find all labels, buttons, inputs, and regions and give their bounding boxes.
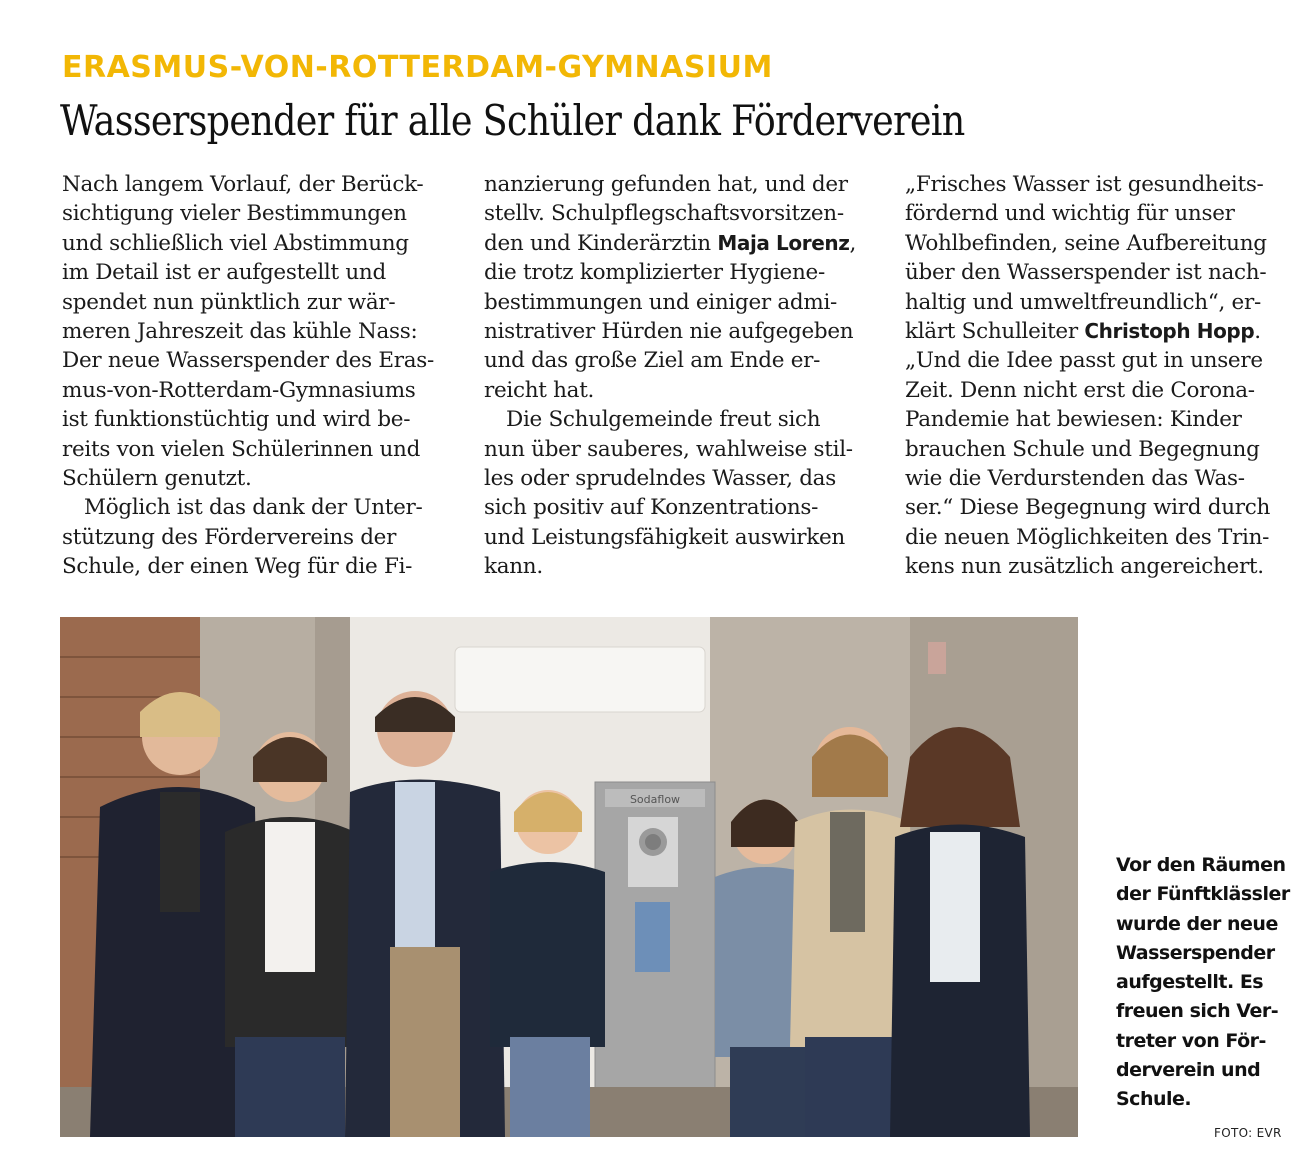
article-line: „Frisches Wasser ist gesundheits- <box>905 172 1264 197</box>
article-line: meren Jahreszeit das kühle Nass: <box>62 318 418 344</box>
article-line: spendet nun pünktlich zur wär- <box>62 289 396 315</box>
article-line: reits von vielen Schülerinnen und <box>62 436 421 462</box>
article-line: Schülern genutzt. <box>62 465 252 491</box>
article-line: über den Wasserspender ist nach- <box>905 260 1267 286</box>
article-line: im Detail ist er aufgestellt und <box>62 260 386 286</box>
article-line: stellv. Schulpflegschaftsvorsitzen- <box>484 201 844 227</box>
article-headline: Wasserspender für alle Schüler dank Förderverein <box>60 96 965 145</box>
article-line: die trotz komplizierter Hygiene- <box>484 260 825 286</box>
caption-line: wurde der neue <box>1116 912 1278 935</box>
person-name: Christoph Hopp <box>1084 318 1255 343</box>
article-line: haltig und umweltfreundlich“, er- <box>905 289 1261 315</box>
article-line: fördernd und wichtig für unser <box>905 201 1235 227</box>
article-line: wie die Verdurstenden das Was- <box>905 465 1245 491</box>
article-line: Die Schulgemeinde freut sich <box>506 407 821 433</box>
article-line: nun über sauberes, wahlweise stil- <box>484 436 853 462</box>
article-line: nanzierung gefunden hat, und der <box>484 172 848 197</box>
caption-line: aufgestellt. Es <box>1116 971 1264 994</box>
article-line: stützung des Fördervereins der <box>62 524 397 550</box>
article-line: sich positiv auf Konzentrations- <box>484 495 819 521</box>
person-7 <box>890 727 1030 1137</box>
article-line: und Leistungsfähigkeit auswirken <box>484 524 845 550</box>
article-line: mus-von-Rotterdam-Gymnasiums <box>62 377 416 403</box>
article-line: „Und die Idee passt gut in unsere <box>905 348 1263 374</box>
article-line: Der neue Wasserspender des Eras- <box>62 348 434 374</box>
article-line: Schule, der einen Weg für die Fi- <box>62 554 413 580</box>
article-line: Pandemie hat bewiesen: Kinder <box>905 407 1242 433</box>
article-line: und schließlich viel Abstimmung <box>62 230 409 256</box>
group-photo-illustration <box>60 617 1078 1137</box>
article-line: Wohlbefinden, seine Aufbereitung <box>905 230 1267 256</box>
article-column-1 <box>62 170 447 581</box>
photo-credit: FOTO: EVR <box>1214 1126 1282 1140</box>
article-line: Möglich ist das dank der Unter- <box>84 495 423 521</box>
caption-line: derverein und <box>1116 1059 1261 1082</box>
caption-line: Wasserspender <box>1116 941 1275 964</box>
dispenser-label: Sodaflow <box>629 793 681 806</box>
caption-line: Vor den Räumen <box>1116 854 1286 876</box>
article-line: und das große Ziel am Ende er- <box>484 348 821 374</box>
article-line: ser.“ Diese Begegnung wird durch <box>905 495 1271 521</box>
article-line: Nach langem Vorlauf, der Berück- <box>62 172 424 197</box>
article-line: sichtigung vieler Bestimmungen <box>62 201 407 227</box>
person-name: Maja Lorenz <box>717 230 850 255</box>
article-line: brauchen Schule und Begegnung <box>905 436 1260 462</box>
article-line: nistrativer Hürden nie aufgegeben <box>484 318 854 344</box>
caption-line: der Fünftklässler <box>1116 883 1290 906</box>
section-kicker: ERASMUS-VON-ROTTERDAM-GYMNASIUM <box>62 50 773 85</box>
article-photo <box>60 617 1078 1137</box>
article-line: Zeit. Denn nicht erst die Corona- <box>905 377 1255 403</box>
article-line: kann. <box>484 554 543 580</box>
article-line: klärt Schulleiter Christoph Hopp. <box>905 318 1261 344</box>
article-line: kens nun zusätzlich angereichert. <box>905 554 1264 580</box>
article-line: die neuen Möglichkeiten des Trin- <box>905 524 1270 550</box>
photo-caption <box>1116 851 1306 1115</box>
caption-line: freuen sich Ver- <box>1116 1000 1279 1023</box>
article-line: bestimmungen und einiger admi- <box>484 289 837 315</box>
article-line: ist funktionstüchtig und wird be- <box>62 407 411 433</box>
caption-line: Schule. <box>1116 1088 1192 1111</box>
article-line: den und Kinderärztin Maja Lorenz, <box>484 230 856 256</box>
article-column-2 <box>484 170 869 581</box>
caption-line: treter von För- <box>1116 1029 1266 1052</box>
article-line: reicht hat. <box>484 377 595 403</box>
article-column-3 <box>905 170 1290 581</box>
article-line: les oder sprudelndes Wasser, das <box>484 465 836 491</box>
